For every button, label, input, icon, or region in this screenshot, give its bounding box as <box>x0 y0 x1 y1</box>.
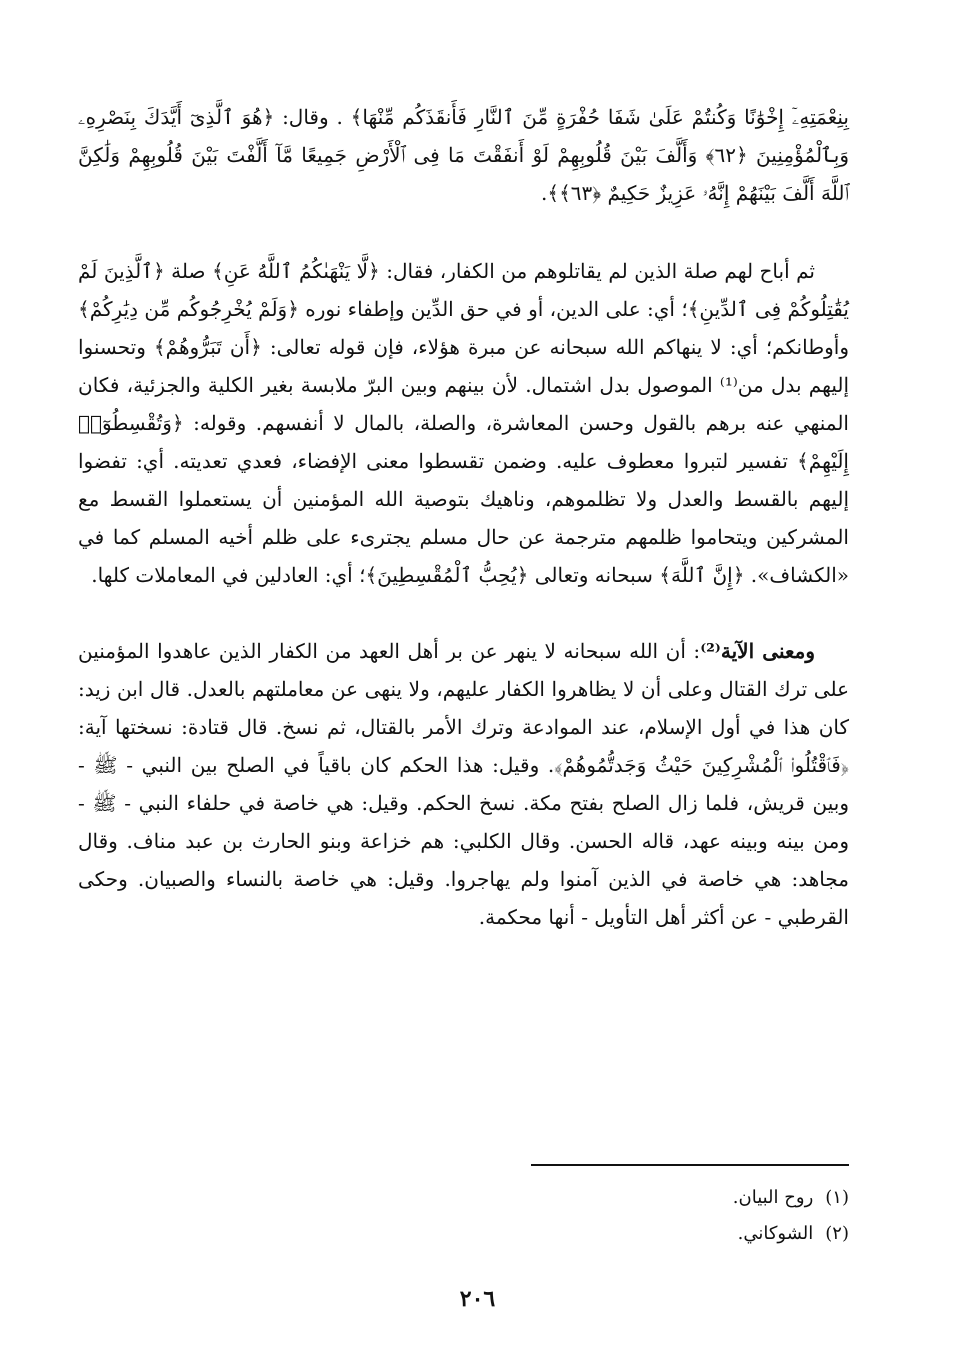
footnote-2-text: الشوكاني. <box>737 1223 814 1244</box>
paragraph-1 <box>78 98 849 212</box>
paragraph-1-text: بِنِعْمَتِهِۦٓ إِخْوَٰنًا وَكُنتُمْ عَلَىٰ شَفَا حُفْرَةٍ مِّنَ ٱلنَّارِ فَأَنقَذَكُم مِّنْهَا﴾ . وقال: ﴿هُوَ ٱلَّذِىٓ أَيَّدَكَ بِنَصْرِهِۦ وَبِٱلْمُؤْمِنِينَ ﴿٦٢﴾ وَأَلَّفَ بَيْنَ قُلُوبِهِمْ لَوْ أَنفَقْتَ مَا فِى ٱلْأَرْضِ جَمِيعًا مَّآ أَلَّفْتَ بَيْنَ قُلُوبِهِمْ وَلَٰكِنَّ ٱللَّهَ أَلَّفَ بَيْنَهُمْ إِنَّهُۥ عَزِيزٌ حَكِيمٌ ﴿٦٣﴾﴾. <box>78 105 849 205</box>
footnote-divider <box>531 1164 849 1166</box>
footnotes <box>349 1180 849 1252</box>
paragraph-2-text: ثم أباح لهم صلة الذين لم يقاتلوهم من الكفار، فقال: ﴿لَّا يَنْهَىٰكُمُ ٱللَّهُ عَنِ﴾ صلة ﴿ٱلَّذِينَ لَمْ يُقَٰتِلُوكُمْ فِى ٱلدِّينِ﴾؛ أي: على الدين، أو في حق الدِّين وإطفاء نوره ﴿وَلَمْ يُخْرِجُوكُم مِّن دِيَٰرِكُمْ﴾ وأوطانكم؛ أي: لا ينهاكم الله سبحانه عن مبرة هؤلاء، فإن قوله تعالى: ﴿أَن تَبَرُّوهُمْ﴾ وتحسنوا إليهم بدل من⁽¹⁾ الموصول بدل اشتمال. لأن بينهم وبين البرّ ملابسة بغير الكلية والجزئية، فكان المنهي عنه برهم بالقول وحسن المعاشرة، والصلة، بالمال لا أنفسهم. وقوله: ﴿وَتُقْسِطُوٓا۟ إِلَيْهِمْ﴾ تفسير لتبروا معطوف عليه. وضمن تقسطوا معنى الإفضاء، فعدي تعديته. أي: تفضوا إليهم بالقسط والعدل ولا تظلموهم، وناهيك بتوصية الله المؤمنين أن يستعملوا القسط مع المشركين ويتحاموا ظلمهم مترجمة عن حال مسلم يجترىء على ظلم أخيه المسلم كما في «الكشاف». ﴿إِنَّ ٱللَّهَ﴾ سبحانه وتعالى ﴿يُحِبُّ ٱلْمُقْسِطِينَ﴾؛ أي: العادلين في المعاملات كلها. <box>78 259 850 587</box>
footnote-1-number: (١) <box>825 1187 849 1208</box>
paragraph-3-lead: ومعنى الآية⁽²⁾ <box>700 639 815 663</box>
paragraph-3-text: : أن الله سبحانه لا ينهر عن بر أهل العهد من الكفار الذين عاهدوا المؤمنين على ترك القتال وعلى أن لا يظاهروا الكفار عليهم، ولا ينهى عن معاملتهم بالعدل. قال ابن زيد: كان هذا في أول الإسلام، عند الموادعة وترك الأمر بالقتال، ثم نسخ. قال قتادة: نسختها آية: ﴿فَٱقْتُلُوا۟ ٱلْمُشْرِكِينَ حَيْثُ وَجَدتُّمُوهُمْ﴾. وقيل: هذا الحكم كان باقياً في الصلح بين النبي - ﷺ - وبين قريش، فلما زال الصلح بفتح مكة. نسخ الحكم. وقيل: هي خاصة في حلفاء النبي - ﷺ - ومن بينه وبينه عهد، قاله الحسن. وقال الكلبي: هم خزاعة وبنو الحارث بن عبد مناف. وقال مجاهد: هي خاصة في الذين آمنوا ولم يهاجروا. وقيل: هي خاصة بالنساء والصبيان. وحكى القرطبي - عن أكثر أهل التأويل - أنها محكمة. <box>78 639 849 929</box>
footnote-2-number: (٢) <box>825 1223 849 1244</box>
paragraph-2 <box>78 252 849 594</box>
footnote-2 <box>349 1216 849 1252</box>
footnote-1 <box>349 1180 849 1216</box>
paragraph-3 <box>78 632 849 936</box>
footnote-1-text: روح البيان. <box>732 1187 814 1208</box>
page-number: ٢٠٦ <box>459 1286 496 1312</box>
